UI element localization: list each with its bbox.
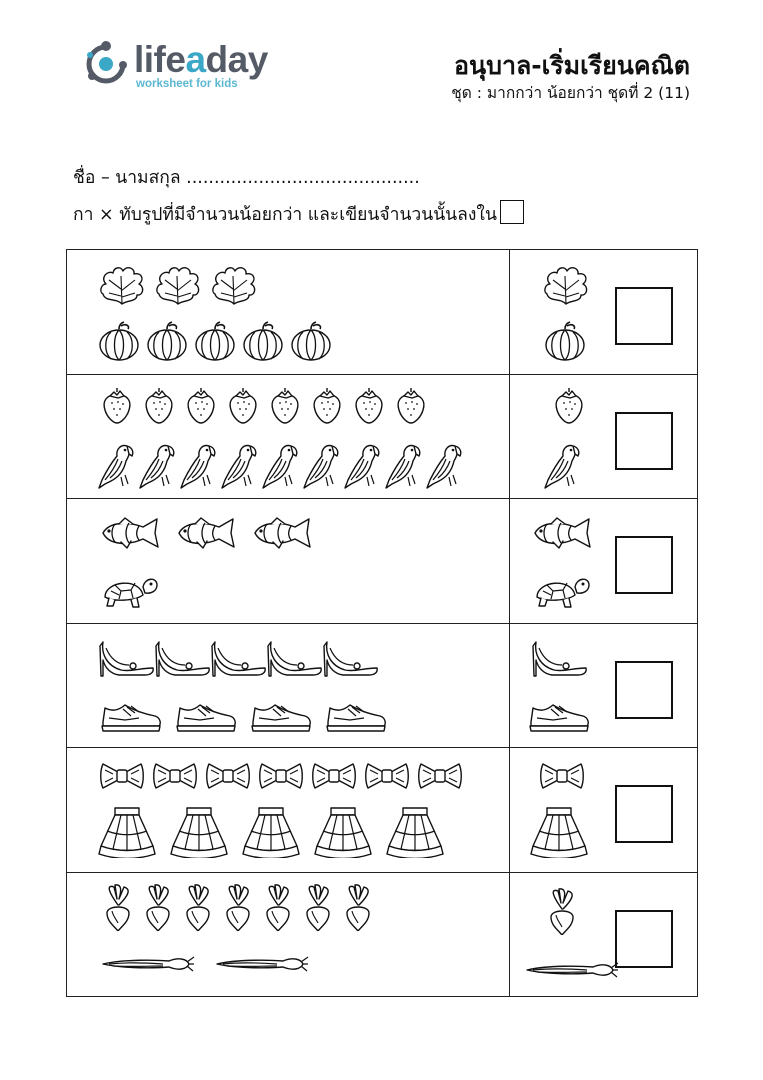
strawberry-icon xyxy=(553,387,585,425)
answer-box[interactable] xyxy=(615,910,673,968)
turtle-icon xyxy=(531,569,591,611)
exercise-row xyxy=(67,250,697,375)
column-divider xyxy=(509,499,510,623)
bow-tie-icon xyxy=(539,762,585,790)
column-divider xyxy=(509,873,510,998)
brand-tagline: worksheet for kids xyxy=(136,78,238,90)
sneaker-icon xyxy=(174,700,238,734)
strawberry-icon xyxy=(311,387,343,425)
fish-icon xyxy=(529,515,595,551)
sneaker-icon xyxy=(249,700,313,734)
parrot-icon xyxy=(138,439,178,491)
high-heel-icon xyxy=(97,638,155,680)
carrot-icon xyxy=(523,957,619,983)
skirt-icon xyxy=(529,806,589,858)
skirt-icon xyxy=(169,806,229,858)
parrot-icon xyxy=(220,439,260,491)
answer-box[interactable] xyxy=(615,536,673,594)
strawberry-icon xyxy=(395,387,427,425)
beet-icon xyxy=(141,883,175,931)
strawberry-icon xyxy=(227,387,259,425)
fish-icon xyxy=(173,515,239,551)
sneaker-icon xyxy=(324,700,388,734)
parrot-icon xyxy=(179,439,219,491)
exercise-row xyxy=(67,624,697,749)
answer-box[interactable] xyxy=(615,287,673,345)
instruction-text: กา × ทับรูปที่มีจำนวนน้อยกว่า และเขียนจำนวนนั้นลงใน xyxy=(73,205,497,225)
strawberry-icon xyxy=(101,387,133,425)
skirt-icon xyxy=(241,806,301,858)
turtle-icon xyxy=(99,569,159,611)
beet-icon xyxy=(341,883,375,931)
exercise-row xyxy=(67,499,697,624)
beet-icon xyxy=(221,883,255,931)
pumpkin-icon xyxy=(194,320,236,362)
page-title: อนุบาล-เริ่มเรียนคณิต xyxy=(453,51,690,80)
strawberry-icon xyxy=(269,387,301,425)
high-heel-icon xyxy=(321,638,379,680)
bow-tie-icon xyxy=(311,762,357,790)
column-divider xyxy=(509,748,510,872)
student-name-line: ชื่อ – นามสกุล .......................................... xyxy=(73,168,420,188)
instruction-box-sample xyxy=(500,200,524,224)
skirt-icon xyxy=(385,806,445,858)
molecule-logo-icon xyxy=(82,40,130,88)
answer-box[interactable] xyxy=(615,412,673,470)
column-divider xyxy=(509,375,510,499)
brand-wordmark: lifeaday xyxy=(134,39,268,80)
page-subtitle: ชุด : มากกว่า น้อยกว่า ชุดที่ 2 (11) xyxy=(451,84,690,102)
parrot-icon xyxy=(543,439,583,491)
exercise-row xyxy=(67,375,697,500)
high-heel-icon xyxy=(153,638,211,680)
parrot-icon xyxy=(261,439,301,491)
pumpkin-icon xyxy=(98,320,140,362)
carrot-icon xyxy=(99,951,195,977)
beet-icon xyxy=(181,883,215,931)
strawberry-icon xyxy=(143,387,175,425)
bow-tie-icon xyxy=(417,762,463,790)
parrot-icon xyxy=(384,439,424,491)
beet-icon xyxy=(545,887,579,935)
parrot-icon xyxy=(425,439,465,491)
high-heel-icon xyxy=(209,638,267,680)
brand-logo xyxy=(82,38,272,94)
strawberry-icon xyxy=(185,387,217,425)
skirt-icon xyxy=(313,806,373,858)
parrot-icon xyxy=(97,439,137,491)
exercise-row xyxy=(67,873,697,998)
bow-tie-icon xyxy=(152,762,198,790)
beet-icon xyxy=(261,883,295,931)
exercise-row xyxy=(67,748,697,873)
beet-icon xyxy=(101,883,135,931)
pumpkin-icon xyxy=(290,320,332,362)
pumpkin-icon xyxy=(544,320,586,362)
strawberry-icon xyxy=(353,387,385,425)
exercise-table xyxy=(66,249,698,997)
column-divider xyxy=(509,624,510,748)
high-heel-icon xyxy=(530,638,588,680)
leaf-icon xyxy=(97,264,147,308)
instruction xyxy=(73,200,524,228)
answer-box[interactable] xyxy=(615,785,673,843)
skirt-icon xyxy=(97,806,157,858)
fish-icon xyxy=(249,515,315,551)
answer-box[interactable] xyxy=(615,661,673,719)
leaf-icon xyxy=(153,264,203,308)
bow-tie-icon xyxy=(258,762,304,790)
pumpkin-icon xyxy=(146,320,188,362)
pumpkin-icon xyxy=(242,320,284,362)
bow-tie-icon xyxy=(99,762,145,790)
beet-icon xyxy=(301,883,335,931)
column-divider xyxy=(509,250,510,374)
sneaker-icon xyxy=(99,700,163,734)
fish-icon xyxy=(97,515,163,551)
parrot-icon xyxy=(343,439,383,491)
parrot-icon xyxy=(302,439,342,491)
leaf-icon xyxy=(541,264,591,308)
bow-tie-icon xyxy=(205,762,251,790)
carrot-icon xyxy=(213,951,309,977)
high-heel-icon xyxy=(265,638,323,680)
sneaker-icon xyxy=(527,700,591,734)
leaf-icon xyxy=(209,264,259,308)
bow-tie-icon xyxy=(364,762,410,790)
